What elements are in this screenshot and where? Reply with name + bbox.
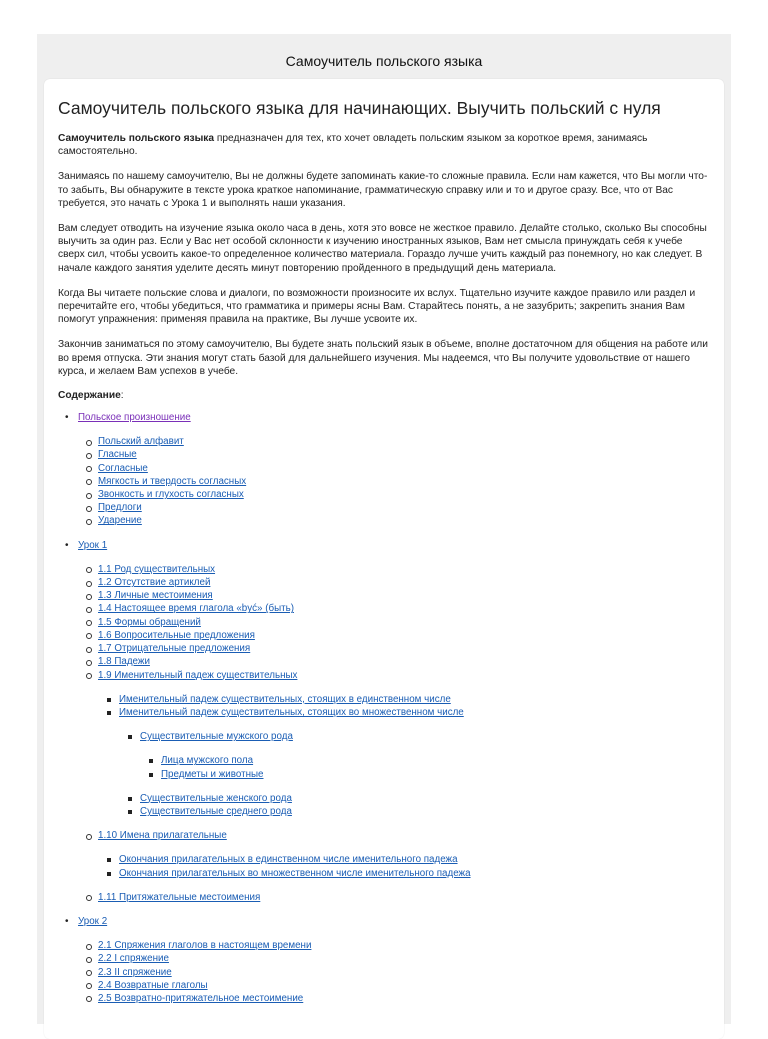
list-item bbox=[98, 475, 710, 488]
list-item bbox=[119, 867, 710, 880]
link-1-11[interactable]: 1.11 Притяжательные местоимения bbox=[98, 891, 261, 903]
link-adj-plural[interactable]: Окончания прилагательных во множественном числе именительного падежа bbox=[119, 867, 471, 879]
link-1-1[interactable]: 1.1 Род существительных bbox=[98, 563, 216, 575]
link-2-2[interactable]: 2.2 I спряжение bbox=[98, 953, 169, 965]
list-item bbox=[98, 939, 710, 952]
link-masc-objects[interactable]: Предметы и животные bbox=[161, 768, 264, 780]
link-2-3[interactable]: 2.3 II спряжение bbox=[98, 966, 172, 978]
lesson-2-sublist bbox=[78, 939, 710, 1005]
link-softness[interactable]: Мягкость и твердость согласных bbox=[98, 475, 247, 487]
link-adj-singular[interactable]: Окончания прилагательных в единственном числе именительного падежа bbox=[119, 854, 458, 866]
link-1-5[interactable]: 1.5 Формы обращений bbox=[98, 616, 201, 628]
link-masculine[interactable]: Существительные мужского рода bbox=[140, 731, 293, 743]
list-item bbox=[98, 979, 710, 992]
list-item bbox=[140, 805, 710, 818]
list-item bbox=[140, 792, 710, 805]
toc-item-pronunciation bbox=[78, 411, 710, 528]
list-item bbox=[119, 853, 710, 866]
toc-item-lesson-2 bbox=[78, 915, 710, 1005]
link-alphabet[interactable]: Польский алфавит bbox=[98, 436, 184, 448]
link-1-8[interactable]: 1.8 Падежи bbox=[98, 656, 150, 668]
link-consonants[interactable]: Согласные bbox=[98, 462, 148, 474]
link-1-9[interactable]: 1.9 Именительный падеж существительных bbox=[98, 669, 298, 681]
list-item bbox=[98, 563, 710, 576]
nominative-sublist bbox=[98, 693, 710, 818]
link-nom-singular[interactable]: Именительный падеж существительных, стоящих в единственном числе bbox=[119, 693, 451, 705]
toc-heading bbox=[58, 390, 710, 401]
list-item bbox=[98, 448, 710, 461]
toc-label: Содержание bbox=[58, 390, 121, 402]
list-item bbox=[98, 488, 710, 501]
list-item bbox=[119, 693, 710, 706]
list-item bbox=[140, 730, 710, 781]
link-2-4[interactable]: 2.4 Возвратные глаголы bbox=[98, 979, 208, 991]
list-item bbox=[98, 462, 710, 475]
link-masc-persons[interactable]: Лица мужского пола bbox=[161, 755, 254, 767]
list-item bbox=[98, 589, 710, 602]
list-item bbox=[98, 576, 710, 589]
list-item bbox=[98, 514, 710, 527]
list-item bbox=[98, 992, 710, 1005]
article-title: Самоучитель польского языка для начинающих. Выучить польский с нуля bbox=[58, 98, 661, 118]
link-1-4[interactable]: 1.4 Настоящее время глагола «być» (быть) bbox=[98, 603, 294, 615]
link-neuter[interactable]: Существительные среднего рода bbox=[140, 805, 292, 817]
article-card bbox=[44, 79, 724, 1039]
list-item bbox=[119, 706, 710, 818]
list-item bbox=[161, 754, 710, 767]
list-item bbox=[98, 616, 710, 629]
link-1-7[interactable]: 1.7 Отрицательные предложения bbox=[98, 643, 251, 655]
gender-sublist bbox=[119, 730, 710, 818]
paragraph-4: Когда Вы читаете польские слова и диалоги, по возможности произносите их вслух. Тщательно изучите каждое правило или раздел и перечитайте его, чтобы убедиться, что грамматика и примеры ясны Вам. Старайтесь понять, а не зазубрить; закрепить знания Вам помогут упражнения: применяя правила на практике, Вы лучше усвоите их. bbox=[58, 287, 696, 326]
link-1-3[interactable]: 1.3 Личные местоимения bbox=[98, 590, 213, 602]
adjectives-sublist bbox=[98, 853, 710, 879]
list-item bbox=[98, 655, 710, 668]
list-item bbox=[98, 602, 710, 615]
lesson-1-sublist bbox=[78, 563, 710, 904]
page-title: Самоучитель польского языка bbox=[285, 53, 483, 69]
link-2-5[interactable]: 2.5 Возвратно-притяжательное местоимение bbox=[98, 992, 304, 1004]
link-voicing[interactable]: Звонкость и глухость согласных bbox=[98, 489, 244, 501]
list-item bbox=[98, 669, 710, 819]
link-1-10[interactable]: 1.10 Имена прилагательные bbox=[98, 830, 227, 842]
list-item bbox=[98, 891, 710, 904]
masculine-sublist bbox=[140, 754, 710, 780]
list-item bbox=[98, 952, 710, 965]
list-item bbox=[98, 642, 710, 655]
link-feminine[interactable]: Существительные женского рода bbox=[140, 792, 292, 804]
toc-colon: : bbox=[120, 390, 124, 402]
link-lesson-1[interactable]: Урок 1 bbox=[78, 539, 108, 551]
link-1-6[interactable]: 1.6 Вопросительные предложения bbox=[98, 629, 255, 641]
list-item bbox=[98, 629, 710, 642]
list-item bbox=[161, 768, 710, 781]
list-item bbox=[98, 435, 710, 448]
list-item bbox=[98, 501, 710, 514]
paragraph-2: Занимаясь по нашему самоучителю, Вы не должны будете запоминать какие-то сложные правила. Если нам кажется, что Вы могли что-то забыть, Вы обнаружите в тексте урока краткое напоминание, грамматическую справку или и то и другое сразу. Все, что от Вас требуется, это начать с Урока 1 и выполнять наши указания. bbox=[58, 171, 708, 209]
link-vowels[interactable]: Гласные bbox=[98, 449, 137, 461]
link-2-1[interactable]: 2.1 Спряжения глаголов в настоящем времени bbox=[98, 940, 312, 952]
link-nom-plural[interactable]: Именительный падеж существительных, стоящих во множественном числе bbox=[119, 706, 464, 718]
link-lesson-2[interactable]: Урок 2 bbox=[78, 915, 108, 927]
document-page bbox=[37, 34, 731, 1024]
pronunciation-sublist bbox=[78, 435, 710, 527]
link-1-2[interactable]: 1.2 Отсутствие артиклей bbox=[98, 577, 211, 589]
list-item bbox=[98, 966, 710, 979]
toc-item-lesson-1 bbox=[78, 539, 710, 904]
paragraph-3: Вам следует отводить на изучение языка около часа в день, хотя это вовсе не жесткое правило. Делайте столько, сколько Вы способны выучить за один раз. Если у Вас нет особой склонности к изучению иностранных языков, Вам нет смысла принуждать себя к учебе сверх сил, чтобы усвоить какое-то определенное количество материала. Гораздо лучше учить каждый раз понемногу, но как следует. В начале каждого занятия уделите десять минут повторению пройденного в предыдущий день материала. bbox=[58, 223, 707, 274]
link-pronunciation[interactable]: Польское произношение bbox=[78, 412, 191, 424]
intro-paragraph bbox=[58, 132, 710, 158]
link-stress[interactable]: Ударение bbox=[98, 515, 142, 527]
intro-rest: предназначен для тех, кто хочет овладеть польским языком за короткое время, занимаясь самостоятельно. bbox=[58, 133, 648, 158]
link-prepositions[interactable]: Предлоги bbox=[98, 502, 142, 514]
toc-list bbox=[58, 411, 710, 1005]
paragraph-5: Закончив заниматься по этому самоучителю, Вы будете знать польский язык в объеме, вполне достаточном для общения на работе или во время отпуска. Эти знания могут стать базой для дальнейшего изучения. Мы надеемся, что Вы получите удовольствие от нашего курса, и желаем Вам успехов в учебе. bbox=[58, 339, 708, 377]
list-item bbox=[98, 829, 710, 880]
intro-bold: Самоучитель польского языка bbox=[58, 133, 215, 144]
